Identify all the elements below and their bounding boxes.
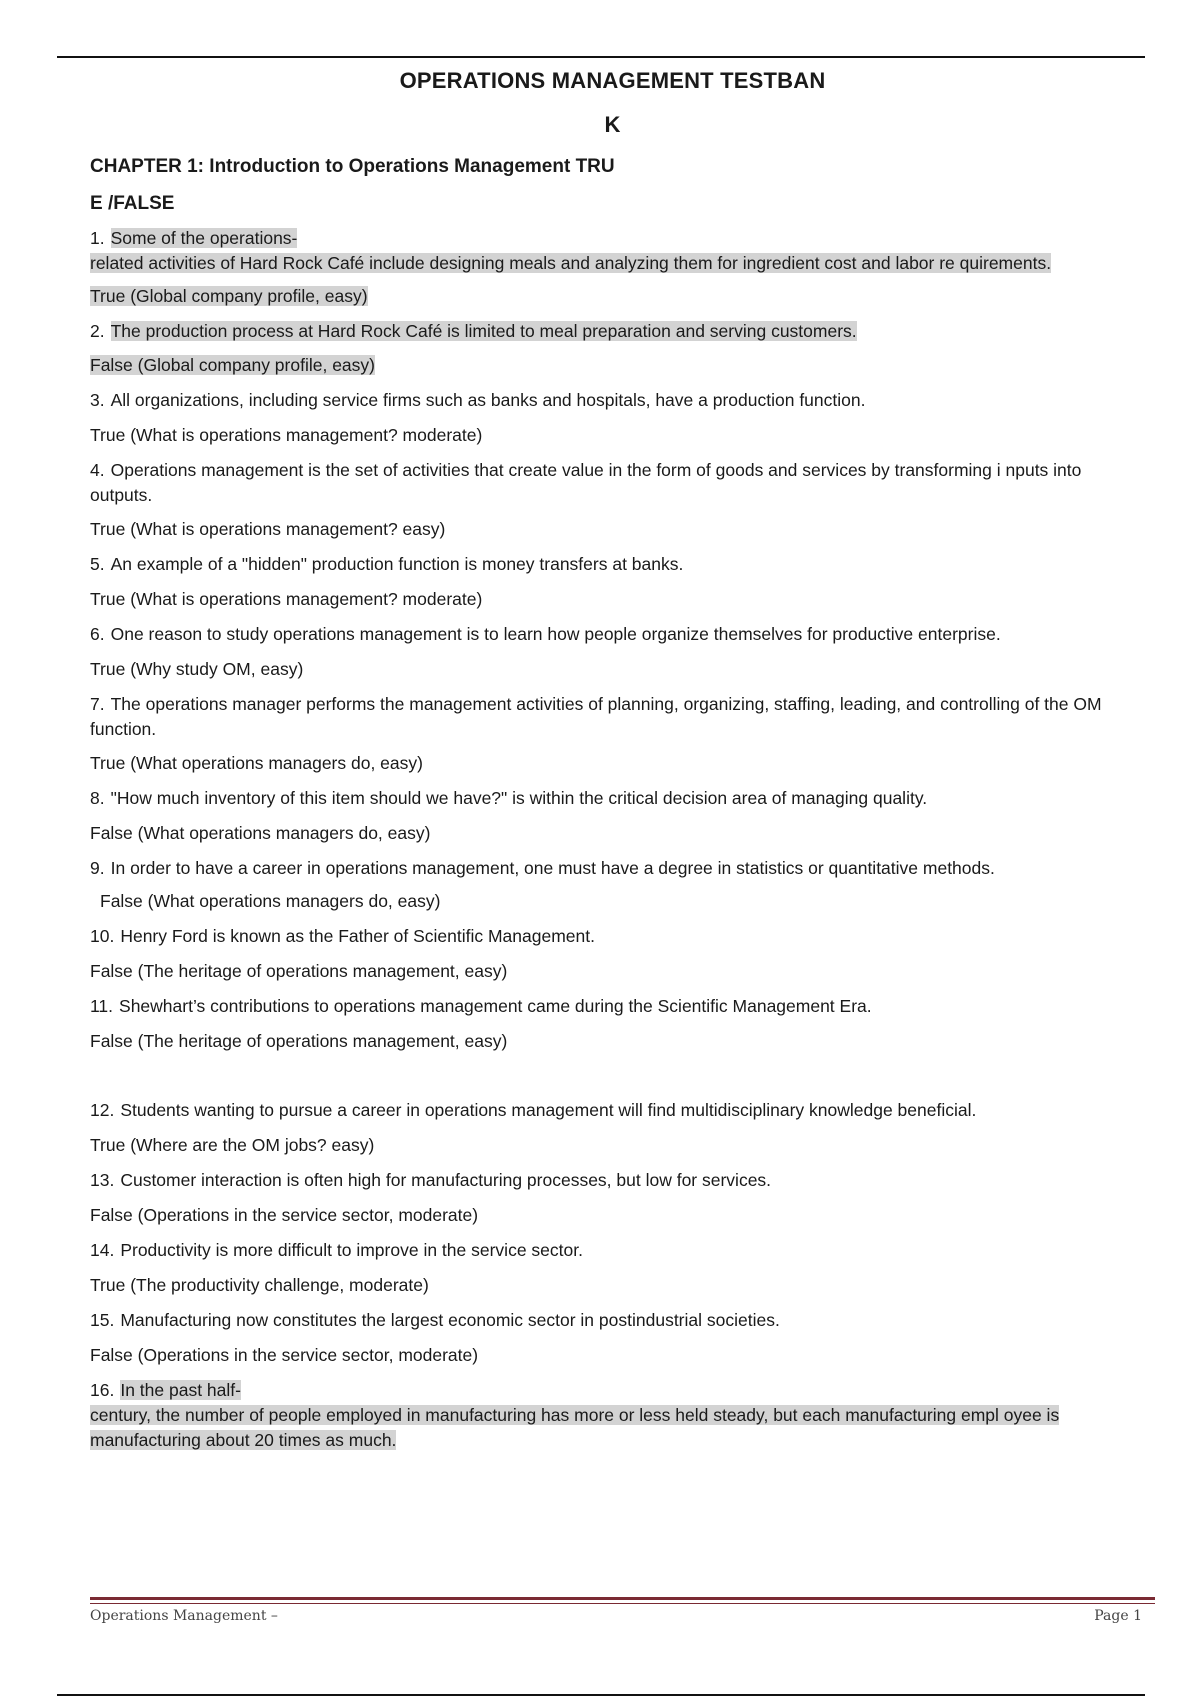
question-14: 14. Productivity is more difficult to improve in the service sector. <box>90 1240 583 1260</box>
bottom-rule <box>57 1694 1145 1696</box>
answer-11: False (The heritage of operations management, easy) <box>90 1031 508 1051</box>
question-16-text-cont: century, the number of people employed in manufacturing has more or less held steady, but each manufacturing empl oyee is manufacturing about 20 times as much. <box>90 1405 1060 1450</box>
page-number: Page 1 <box>1094 1608 1142 1624</box>
document-title-continuation: K <box>604 112 621 137</box>
question-11: 11. Shewhart’s contributions to operations management came during the Scientific Management Era. <box>90 996 872 1016</box>
answer-6: True (Why study OM, easy) <box>90 659 304 679</box>
document-title: OPERATIONS MANAGEMENT TESTBAN <box>399 68 826 93</box>
footer-title: Operations Management – <box>90 1608 278 1624</box>
question-list <box>90 226 1135 1453</box>
question-15: 15. Manufacturing now constitutes the largest economic sector in postindustrial societies. <box>90 1310 780 1330</box>
answer-8: False (What operations managers do, easy) <box>90 823 431 843</box>
answer-5: True (What is operations management? moderate) <box>90 589 483 609</box>
question-1-text: Some of the operations- <box>110 228 298 248</box>
answer-2: False (Global company profile, easy) <box>90 355 375 375</box>
question-10: 10. Henry Ford is known as the Father of Scientific Management. <box>90 926 595 946</box>
top-rule <box>57 56 1145 58</box>
question-2: 2. The production process at Hard Rock Café is limited to meal preparation and serving customers. <box>90 321 857 341</box>
answer-10: False (The heritage of operations management, easy) <box>90 961 508 981</box>
answer-4: True (What is operations management? easy) <box>90 519 446 539</box>
question-7: 7. The operations manager performs the management activities of planning, organizing, staffing, leading, and controlling of the OM function. <box>90 694 1102 739</box>
question-16: 16. In the past half- century, the number of people employed in manufacturing has more or less held steady, but each manufacturing empl oyee is manufacturing about 20 times as much. <box>90 1380 1060 1450</box>
answer-15: False (Operations in the service sector, moderate) <box>90 1345 479 1365</box>
answer-7: True (What operations managers do, easy) <box>90 753 423 773</box>
answer-13: False (Operations in the service sector, moderate) <box>90 1205 479 1225</box>
footer-rule-thin <box>90 1603 1155 1604</box>
question-5: 5. An example of a "hidden" production function is money transfers at banks. <box>90 554 684 574</box>
answer-14: True (The productivity challenge, moderate) <box>90 1275 429 1295</box>
section-heading: E /FALSE <box>90 193 175 214</box>
question-3: 3. All organizations, including service firms such as banks and hospitals, have a production function. <box>90 390 866 410</box>
question-13: 13. Customer interaction is often high for manufacturing processes, but low for services. <box>90 1170 772 1190</box>
chapter-heading: CHAPTER 1: Introduction to Operations Management TRU <box>90 156 615 177</box>
question-4: 4. Operations management is the set of activities that create value in the form of goods and services by transforming i nputs into outputs. <box>90 460 1082 505</box>
question-6: 6. One reason to study operations management is to learn how people organize themselves for productive enterprise. <box>90 624 1001 644</box>
question-1-text-cont: related activities of Hard Rock Café include designing meals and analyzing them for ingredient cost and labor re quirements. <box>90 253 1052 273</box>
answer-3: True (What is operations management? moderate) <box>90 425 483 445</box>
footer-rule-thick <box>90 1597 1155 1600</box>
page-content <box>90 60 1135 1453</box>
answer-12: True (Where are the OM jobs? easy) <box>90 1135 375 1155</box>
question-9: 9. In order to have a career in operations management, one must have a degree in statistics or quantitative methods. <box>90 858 995 878</box>
answer-1: True (Global company profile, easy) <box>90 286 368 306</box>
question-1: 1. Some of the operations- related activities of Hard Rock Café include designing meals and analyzing them for ingredient cost and labor re quirements. <box>90 228 1052 273</box>
answer-9: False (What operations managers do, easy) <box>100 891 441 911</box>
question-12: 12. Students wanting to pursue a career in operations management will find multidisciplinary knowledge beneficial. <box>90 1100 977 1120</box>
question-8: 8. "How much inventory of this item should we have?" is within the critical decision area of managing quality. <box>90 788 928 808</box>
